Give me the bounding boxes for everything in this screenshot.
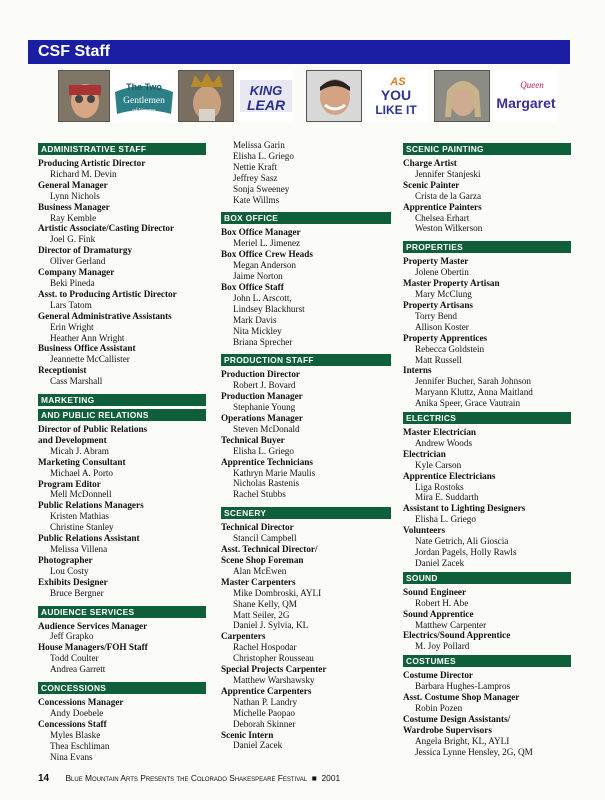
staff-role: Public Relations Assistant [38,533,140,544]
staff-name: Deborah Skinner [233,718,296,729]
staff-role: Apprentice Electricians [403,470,496,481]
staff-name: Jeff Grapko [50,631,94,642]
staff-role: General Administrative Assistants [38,310,172,321]
section-gap [38,599,206,603]
as-you-like-it-logo-line1: AS [390,76,406,88]
staff-name: Jaime Norton [233,271,283,282]
section-gap [221,347,391,351]
section-gap [38,675,206,679]
staff-name: Elisha L. Griego [233,445,294,456]
staff-role: Master Property Artisan [403,278,500,289]
staff-name: Torry Bend [415,310,457,321]
staff-name: Nina Evans [50,751,93,762]
queen-margaret-logo-line1: Queen [520,80,544,90]
staff-name: Erin Wright [50,321,94,332]
section-header: CONCESSIONS [38,682,206,694]
staff-name: Lou Costy [50,565,89,576]
staff-name: Christine Stanley [50,522,114,533]
actor-photo-4 [434,70,490,122]
two-gentlemen-logo-line3: of Verona [132,108,156,114]
staff-role: Box Office Staff [221,281,284,292]
section-header: COSTUMES [403,655,571,667]
as-you-like-it-logo-line2: YOU [380,87,412,103]
staff-name: Melissa Garin [233,140,285,150]
staff-name: Angela Bright, KL, AYLI [415,735,510,746]
staff-name: Elisha L. Griego [233,150,294,161]
footer-square-icon: ■ [309,773,320,783]
staff-role: Receptionist [38,365,87,376]
staff-role: Assistant to Lighting Designers [403,503,526,514]
section-gap [403,234,571,238]
staff-role: Concessions Staff [38,718,107,729]
staff-role: Company Manager [38,267,115,278]
staff-role: Carpenters [221,631,266,642]
staff-role: Sound Apprentice [403,608,474,619]
two-gentlemen-logo-line1: The Two [126,82,162,92]
staff-role: Costume Director [403,670,473,681]
staff-role: Business Office Assistant [38,343,136,354]
staff-role: Asst. Technical Director/ [221,544,318,555]
staff-role: Production Director [221,369,301,380]
section-header: SOUND [403,572,571,584]
staff-role: Property Master [403,256,469,267]
section-header: PROPERTIES [403,241,571,253]
staff-role: Director of Public Relations [38,424,148,435]
as-you-like-it-logo-line3: LIKE IT [375,103,417,117]
page-footer [38,773,340,784]
staff-role: House Managers/FOH Staff [38,642,148,653]
staff-role: Apprentice Technicians [221,456,313,467]
staff-role: Box Office Manager [221,227,301,238]
staff-name: Jeannette McCallister [50,354,130,365]
staff-name: Robin Pozen [415,702,463,713]
actor-photo-3 [306,70,362,122]
staff-name: Myles Blaske [50,729,101,740]
staff-role: Program Editor [38,478,101,489]
staff-name: Todd Coulter [50,653,99,664]
staff-role: Exhibits Designer [38,576,108,587]
staff-role: Volunteers [403,525,446,536]
staff-name: Stancil Campbell [233,533,297,544]
staff-name: Bruce Bergner [50,587,104,598]
staff-name: Matt Seiler, 2G [233,609,290,620]
staff-name: Barbara Hughes-Lampros [415,681,511,692]
staff-name: Michael A. Porto [50,467,114,478]
staff-name: Jolene Obertin [415,267,469,278]
staff-name: Christopher Rousseau [233,653,314,664]
staff-name: Nicholas Rastenis [233,478,300,489]
staff-name: Mike Dombroski, AYLI [233,587,322,598]
staff-role: Interns [403,365,432,376]
staff-name: John L. Arscott, [233,292,292,303]
section-header: SCENERY [221,507,391,519]
staff-role: Apprentice Painters [403,201,482,212]
staff-name: Alan McEwen [233,565,287,576]
staff-role: Public Relations Managers [38,500,144,511]
staff-name: Andy Doebele [50,707,104,718]
staff-name: Jennifer Bucher, Sarah Johnson [415,376,531,387]
queen-margaret-logo [494,70,558,122]
staff-role: Producing Artistic Director [38,158,146,168]
staff-name: Daniel Zacek [233,740,283,751]
section-header: AUDIENCE SERVICES [38,606,206,618]
staff-name: Nate Getrich, Ali Gioscia [415,536,509,547]
staff-name: Daniel J. Sylvia, KL [233,620,309,631]
staff-role: Production Manager [221,391,303,402]
staff-name: Rebecca Goldstein [415,343,485,354]
staff-role: Director of Dramaturgy [38,245,133,256]
staff-name: Richard M. Devin [50,168,117,179]
queen-margaret-logo-line2: Margaret [496,95,556,111]
staff-name: Oliver Gerland [50,256,106,267]
staff-name: Andrea Garrett [50,664,106,675]
staff-role: Artistic Associate/Casting Director [38,223,175,234]
staff-name: Elisha L. Griego [415,514,476,525]
king-lear-logo [238,70,294,122]
staff-name: Meriel L. Jimenez [233,238,301,249]
staff-name: Rachel Stubbs [233,489,286,500]
section-gap [221,500,391,504]
king-lear-logo-line1: KING [249,83,283,98]
staff-column-3 [403,140,571,758]
staff-name: Lynn Nichols [50,190,100,201]
staff-name: Mark Davis [233,314,277,325]
staff-name: Mary McClung [415,289,472,300]
staff-name: Mira E. Suddarth [415,492,479,503]
staff-role: Property Apprentices [403,332,488,343]
staff-role: Electrics/Sound Apprentice [403,630,511,641]
staff-role: Charge Artist [403,158,457,168]
staff-role: Costume Design Assistants/ [403,713,511,724]
staff-name: Anika Speer, Grace Vautrain [415,398,521,409]
staff-name: Jeffrey Sasz [233,172,278,183]
staff-column-1 [38,140,206,763]
staff-name: Andrew Woods [415,437,473,448]
section-header: ADMINISTRATIVE STAFF [38,143,206,155]
staff-role: Box Office Crew Heads [221,249,313,260]
staff-role: Operations Manager [221,413,303,424]
staff-name: Jessica Lynne Hensley, 2G, QM [415,746,533,757]
footer-year: 2001 [321,773,341,783]
staff-role: Asst. Costume Shop Manager [403,692,520,703]
staff-name: Sonja Sweeney [233,183,290,194]
staff-name: Thea Eschliman [50,740,110,751]
staff-name: Matt Russell [415,354,462,365]
staff-role: Electrician [403,448,446,459]
staff-role: Photographer [38,554,93,565]
section-gap [221,205,391,209]
staff-name: Matthew Carpenter [415,619,487,630]
staff-role: Wardrobe Supervisors [403,724,492,735]
staff-name: Nettie Kraft [233,161,278,172]
staff-role: Scene Shop Foreman [221,555,304,565]
staff-role: Technical Buyer [221,434,285,445]
staff-role: Property Artisans [403,299,474,310]
staff-name: Weston Wilkerson [415,223,483,234]
staff-name: Beki Pineda [50,277,95,288]
staff-name: Shane Kelly, QM [233,598,297,609]
as-you-like-it-logo [365,70,427,122]
staff-name: Kathryn Marie Maulis [233,467,316,478]
staff-role: and Development [38,434,107,445]
staff-role: Business Manager [38,201,110,212]
two-gentlemen-logo [113,70,175,122]
staff-name: Crista de la Garza [415,190,482,201]
staff-name: Mell McDonnell [50,489,112,500]
section-header: SCENIC PAINTING [403,143,571,155]
staff-name: Liga Rostoks [415,481,464,492]
staff-name: Chelsea Erhart [415,212,470,223]
staff-name: Rachel Hospodar [233,642,297,653]
staff-name: Jordan Pagels, Holly Rawls [415,547,517,557]
staff-name: Robert H. Abe [415,597,469,608]
king-lear-logo-line2: LEAR [246,97,286,113]
two-gentlemen-logo-line2: Gentlemen [123,96,165,106]
staff-role: Scenic Painter [403,179,460,190]
staff-role: General Manager [38,179,108,190]
staff-name: Matthew Warshawsky [233,674,315,685]
section-header: MARKETING [38,394,206,406]
staff-name: Allison Koster [415,321,469,332]
staff-name: Briana Sprecher [233,336,293,347]
staff-name: Maryann Kluttz, Anna Maitland [415,387,533,398]
actor-photo-1 [58,70,110,122]
staff-name: Heather Ann Wright [50,332,125,343]
staff-role: Sound Engineer [403,586,467,597]
staff-name: Micah J. Abram [50,445,109,456]
staff-name: Daniel Zacek [415,557,465,568]
staff-name: Ray Kemble [50,212,97,223]
staff-name: Melissa Villena [50,544,108,554]
production-image-strip [58,70,558,122]
staff-role: Special Projects Carpenter [221,664,327,675]
page-title-bar [28,40,570,64]
staff-name: Kristen Mathias [50,511,109,522]
staff-role: Technical Director [221,522,294,533]
actor-photo-2 [178,70,234,122]
section-gap [38,387,206,391]
staff-name: Megan Anderson [233,260,297,271]
staff-name: Stephanie Young [233,402,296,413]
staff-role: Marketing Consultant [38,456,126,467]
staff-column-2 [221,140,391,751]
section-header: PRODUCTION STAFF [221,354,391,366]
staff-name: Kyle Carson [415,459,462,470]
staff-name: M. Joy Pollard [415,641,470,652]
footer-publication: Blue Mountain Arts Presents the Colorado Shakespeare Festival [65,773,308,783]
staff-name: Nita Mickley [233,325,282,336]
staff-name: Lars Tatom [50,299,92,310]
section-header: ELECTRICS [403,412,571,424]
section-header: AND PUBLIC RELATIONS [38,409,206,421]
page-number: 14 [38,773,50,784]
staff-name: Steven McDonald [233,423,300,434]
staff-role: Concessions Manager [38,697,124,708]
staff-name: Jennifer Stanjeski [415,168,481,179]
staff-name: Michelle Paopao [233,707,295,718]
staff-role: Master Electrician [403,427,477,438]
staff-name: Robert J. Bovard [233,380,296,391]
page-title: CSF Staff [38,43,110,60]
staff-name: Lindsey Blackhurst [233,303,305,314]
section-header: BOX OFFICE [221,212,391,224]
staff-name: Kate Willms [233,194,280,205]
staff-name: Nathan P. Landry [233,696,298,707]
staff-role: Audience Services Manager [38,620,148,631]
staff-role: Scenic Intern [221,729,274,740]
staff-role: Asst. to Producing Artistic Director [38,288,177,299]
staff-role: Apprentice Carpenters [221,685,312,696]
staff-name: Cass Marshall [50,376,103,387]
staff-name: Joel G. Fink [50,234,96,245]
staff-role: Master Carpenters [221,576,296,587]
